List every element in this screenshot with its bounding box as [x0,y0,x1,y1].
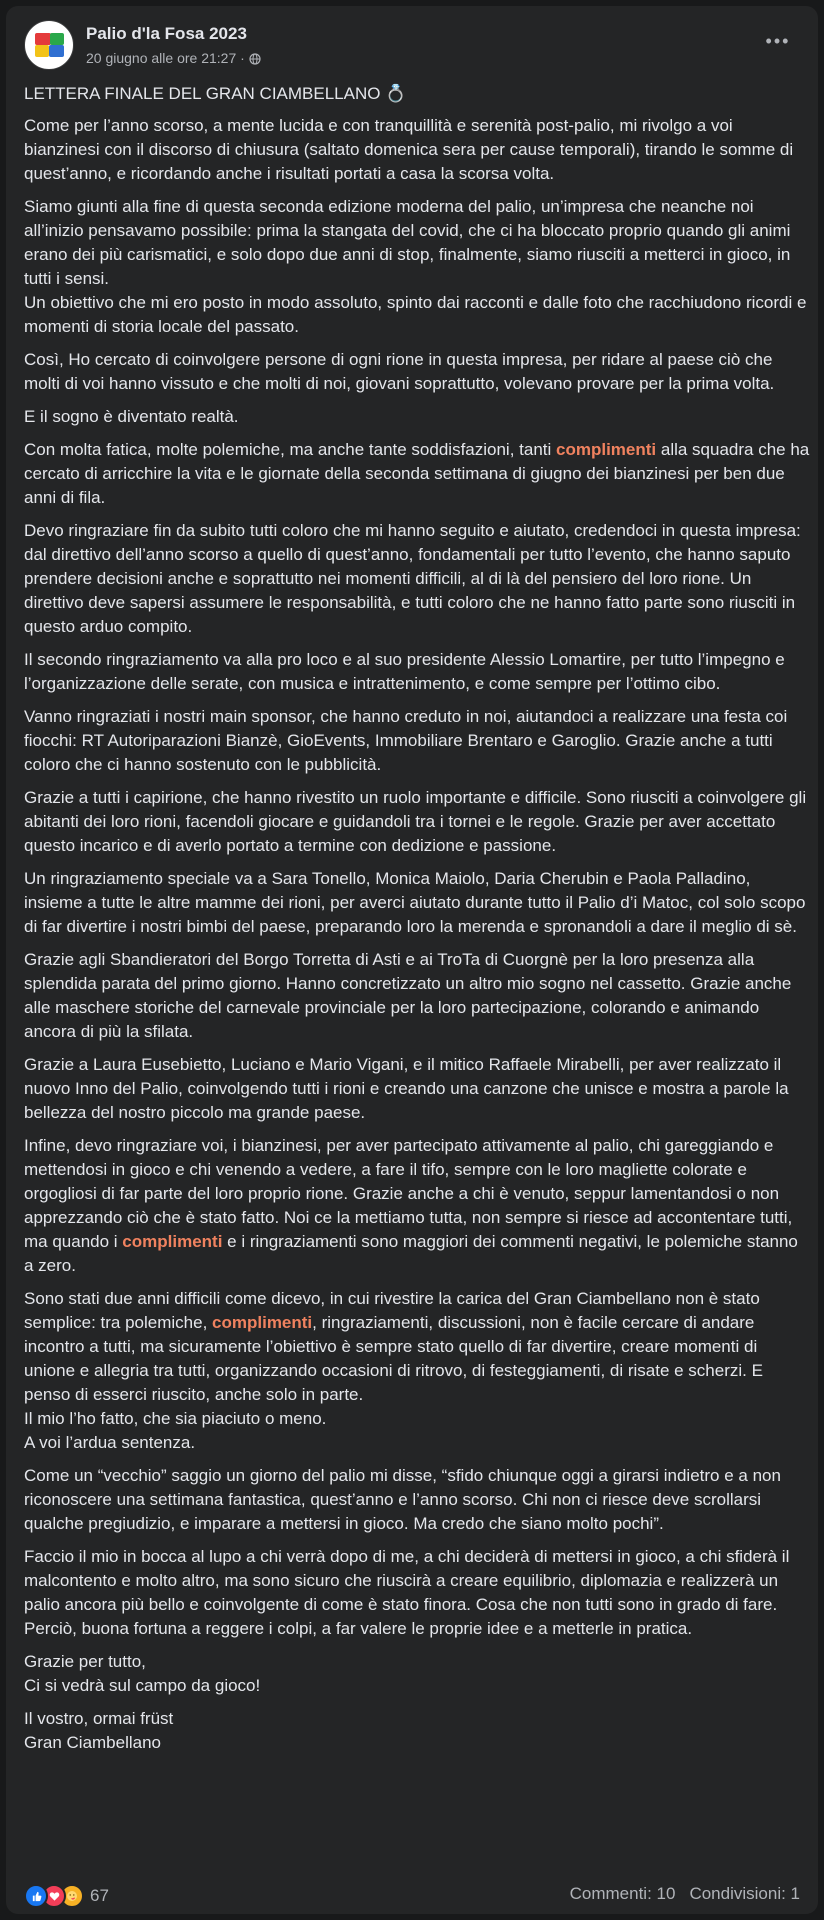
page-avatar[interactable] [24,20,74,70]
shares-count-link[interactable]: Condivisioni: 1 [689,1884,800,1903]
post-paragraph [24,705,810,777]
more-options-icon[interactable]: ••• [765,31,791,51]
paragraph-text: e i ringraziamenti sono maggiori dei commenti negativi, le polemiche stanno a zero. [24,1232,798,1275]
page-name-link[interactable]: Palio d'la Fosa 2023 [86,24,247,43]
paragraph-text: Con molta fatica, molte polemiche, ma anche tante soddisfazioni, tanti [24,440,557,459]
logo-green-block [50,33,64,45]
post-paragraph [24,519,810,639]
post-title: LETTERA FINALE DEL GRAN CIAMBELLANO [24,84,381,103]
post-paragraph [24,1287,810,1455]
post-meta [86,50,261,66]
post-paragraph [24,1545,810,1641]
post-paragraph [24,438,810,510]
paragraph-text: Siamo giunti alla fine di questa seconda edizione moderna del palio, un’impresa che neanche noi all’inizio pensavamo possibile: prima la stangata del covid, che ci ha bloccato proprio quando gli animi erano dei più carismatici, e solo dopo due anni di stop, finalmente, siamo riusciti a metterci in gioco, in tutti i sensi. Un obiettivo che mi ero posto in modo assoluto, spinto dai racconti e dalle foto che racchiudono ricordi e momenti di storia locale del passato. [24,197,807,336]
logo-blue-block [49,45,64,57]
post-paragraph [24,1053,810,1125]
post-paragraph [24,1464,810,1536]
paragraph-text: Grazie agli Sbandieratori del Borgo Torretta di Asti e ai TroTa di Cuorgnè per la loro presenza alla splendida parata del primo giorno. Hanno concretizzato un altro mio sogno nel cassetto. Grazie anche alle maschere storiche del carnevale provinciale per la loro partecipazione, colorando e animando ancora di più la sfilata. [24,950,792,1041]
post-paragraph [24,867,810,939]
paragraph-text: Un ringraziamento speciale va a Sara Tonello, Monica Maiolo, Daria Cherubin e Paola Palladino, insieme a tutte le altre mamme dei rioni, per averci aiutato durante tutto il Palio d’i Matoc, col solo scopo di far divertire i nostri bimbi del paese, preparando loro la merenda e spronandoli a dare il meglio di sè. [24,869,806,936]
paragraph-text: Come un “vecchio” saggio un giorno del palio mi disse, “sfido chiunque oggi a girarsi indietro e a non riconoscere una settimana fantastica, quest’anno e l’anno scorso. Chi non ci riesce deve scrollarsi qualche pregiudizio, e imparare a mettersi in gioco. Ma credo che siano molto pochi”. [24,1466,781,1533]
post-paragraph [24,1650,810,1698]
logo-red-block [35,33,51,45]
paragraph-text: Grazie a Laura Eusebietto, Luciano e Mario Vigani, e il mitico Raffaele Mirabelli, per aver realizzato il nuovo Inno del Palio, coinvolgendo tutti i rioni e creando una canzone che unisce e mostra a parole la bellezza del nostro piccolo ma grande paese. [24,1055,789,1122]
globe-icon [249,52,261,64]
paragraph-text: Devo ringraziare fin da subito tutti coloro che mi hanno seguito e aiutato, credendoci in questa impresa: dal direttivo dell’anno scorso a quello di quest’anno, fondamentali per tutto l’evento, che hanno saputo prendere decisioni anche e soprattutto nei momenti difficili, al di là del pensiero del loro rione. Un direttivo deve sapersi assumere le responsabilità, e tutti coloro che ne hanno fatto parte sono riusciti in questo arduo compito. [24,521,801,636]
highlighted-keyword[interactable]: complimenti [122,1232,223,1251]
post-paragraph [24,348,810,396]
reactions-summary[interactable] [24,1884,109,1908]
highlighted-keyword[interactable]: complimenti [556,440,657,459]
paragraph-text: Infine, devo ringraziare voi, i bianzinesi, per aver partecipato attivamente al palio, chi gareggiando e mettendosi in gioco e chi venendo a vedere, a fare il tifo, sempre con le loro magliette colorate e orgogliosi di far parte del loro proprio rione. Grazie anche a chi è venuto, seppur lamentandosi o non apprezzando ciò che è stato fatto. Noi ce la mettiamo tutta, non sempre si riesce ad accontentare tutti, ma quando i [24,1136,793,1251]
post-title-line [24,82,810,106]
post-header [24,20,800,72]
post-paragraph [24,948,810,1044]
paragraph-text: Così, Ho cercato di coinvolgere persone di ogni rione in questa impresa, per ridare al paese ciò che molti di voi hanno vissuto e che molti di noi, giovani soprattutto, volevano provare per la prima volta. [24,350,775,393]
post-paragraph [24,405,810,429]
paragraph-text: Sono stati due anni difficili come dicevo, in cui rivestire la carica del Gran Ciambellano non è stato semplice: tra polemiche, [24,1289,760,1332]
paragraph-text: Faccio il mio in bocca al lupo a chi verrà dopo di me, a chi deciderà di mettersi in gioco, a chi sfiderà il malcontento e molto altro, ma sono sicuro che riuscirà a creare equilibrio, diplomazia e realizzerà un palio ancora più bello e coinvolgente di come è stato finora. Cosa che non tutti sono in grado di fare. Perciò, buona fortuna a reggere i colpi, a far valere le proprie idee e a metterle in pratica. [24,1547,790,1638]
post-paragraph [24,786,810,858]
paragraph-text: Vanno ringraziati i nostri main sponsor, che hanno creduto in noi, aiutandoci a realizzare una festa coi fiocchi: RT Autoriparazioni Bianzè, GioEvents, Immobiliare Brentaro e Garoglio. Grazie anche a tutti coloro che ci hanno sostenuto con le pubblicità. [24,707,788,774]
paragraph-text: Il vostro, ormai früst Gran Ciambellano [24,1709,174,1752]
highlighted-keyword[interactable]: complimenti [212,1313,313,1332]
paragraph-text: alla squadra che ha cercato di arricchire la vita e le giornate della seconda settimana di giugno dei bianzinesi per ben due anni di fila. [24,440,810,507]
post-card [6,6,818,1914]
post-paragraph [24,114,810,186]
post-timestamp[interactable]: 20 giugno alle ore 21:27 · [86,50,245,66]
comments-count-link[interactable]: Commenti: 10 [569,1884,676,1903]
paragraph-text: Grazie per tutto, Ci si vedrà sul campo da gioco! [24,1652,261,1695]
post-footer [24,1884,800,1910]
post-paragraph [24,195,810,339]
post-paragraph [24,1134,810,1278]
ring-icon: 💍 [385,84,407,103]
paragraph-text: Il secondo ringraziamento va alla pro loco e al suo presidente Alessio Lomartire, per tutto l’impegno e l’organizzazione delle serate, con musica e intrattenimento, e come sempre per l’ottimo cibo. [24,650,785,693]
like-icon [24,1884,48,1908]
post-text [24,82,810,1764]
reaction-count: 67 [90,1886,109,1905]
paragraph-text: E il sogno è diventato realtà. [24,407,239,426]
post-stats [570,1884,800,1904]
paragraph-text: Come per l’anno scorso, a mente lucida e con tranquillità e serenità post-palio, mi rivolgo a voi bianzinesi con il discorso di chiusura (saltato domenica sera per cause temporali), tirando le somme di quest’anno, e ricordando anche i risultati portati a casa la scorsa volta. [24,116,794,183]
post-paragraph [24,1707,810,1755]
paragraph-text: Grazie a tutti i capirione, che hanno rivestito un ruolo importante e difficile. Sono riusciti a coinvolgere gli abitanti dei loro rioni, facendoli giocare e guidandoli tra i tornei e le regole. Grazie per aver accettato questo incarico e di averlo portato a termine con dedizione e passione. [24,788,807,855]
paragraph-text: , ringraziamenti, discussioni, non è facile cercare di andare incontro a tutti, ma sicuramente l’obiettivo è sempre stato quello di far divertire, creare momenti di unione e allegria tra tutti, organizzando occasioni di ritrovo, di festeggiamenti, di risate e scherzi. E penso di esserci riuscito, anche solo in parte. Il mio l’ho fatto, che sia piaciuto o meno. A voi l’ardua sentenza. [24,1313,763,1452]
post-paragraph [24,648,810,696]
logo-yellow-block [35,45,49,57]
